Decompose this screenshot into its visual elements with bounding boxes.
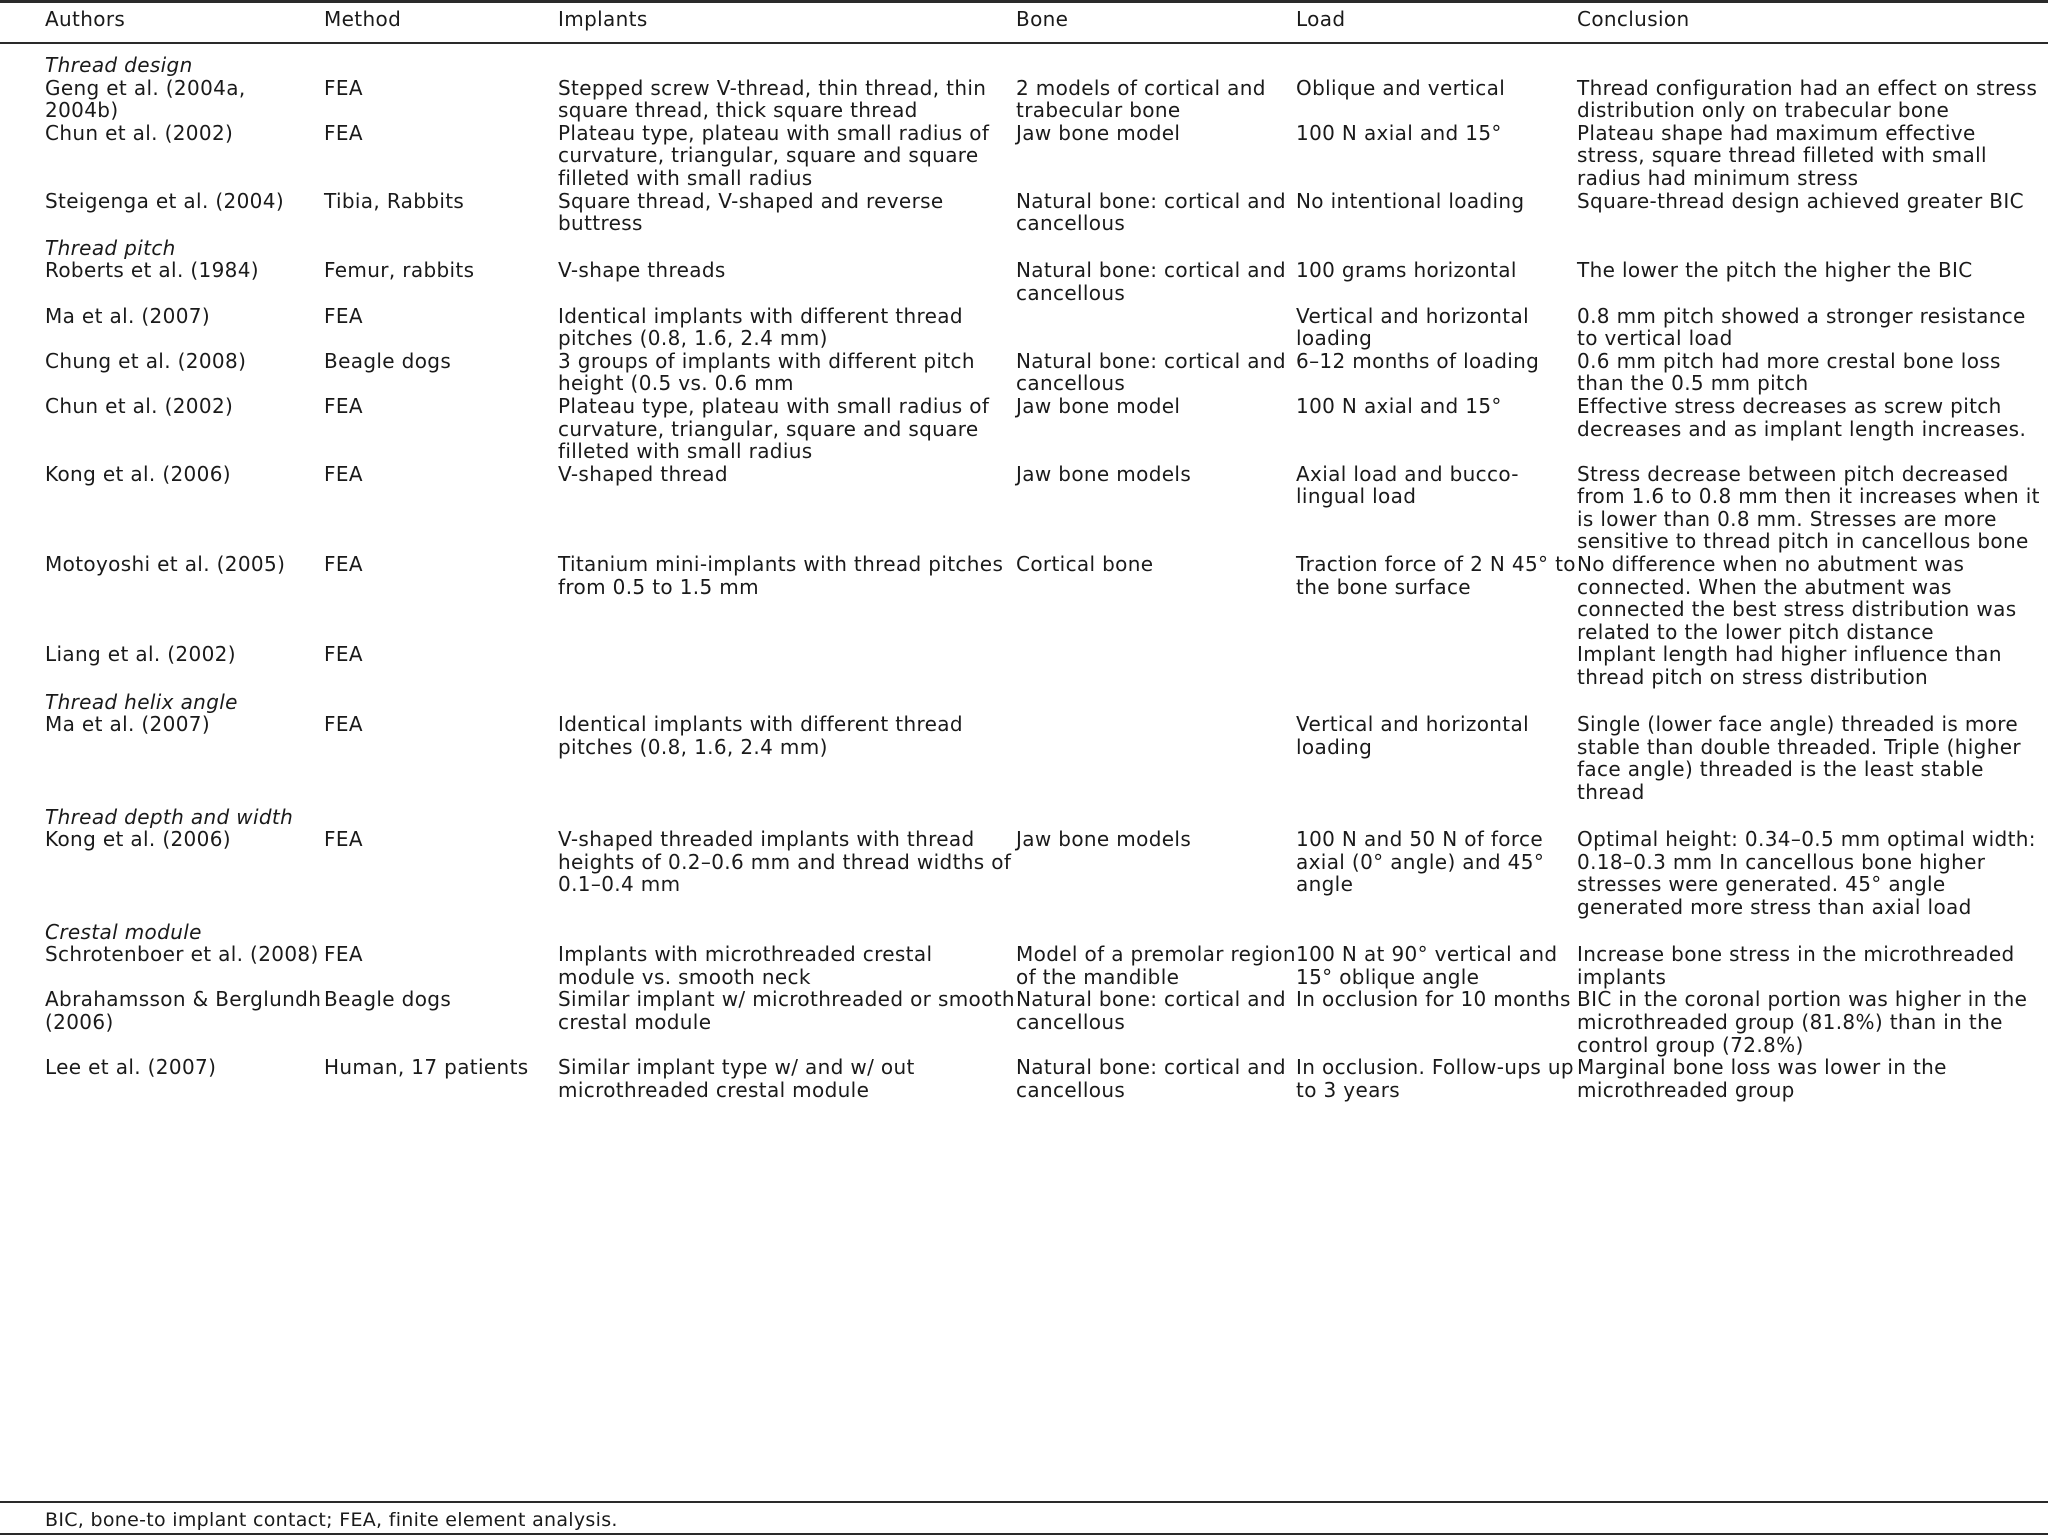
cell-method: FEA bbox=[324, 642, 363, 667]
cell-authors: Chun et al. (2002) bbox=[45, 393, 234, 418]
cell-implants: Square thread, V-shaped and reverse buttress bbox=[558, 188, 944, 236]
cell-authors: Motoyoshi et al. (2005) bbox=[45, 552, 286, 577]
section-title: Thread depth and width bbox=[45, 804, 294, 829]
header-method: Method bbox=[324, 0, 558, 43]
cell-authors: Ma et al. (2007) bbox=[45, 303, 211, 328]
table-body bbox=[0, 43, 2048, 1101]
header-load: Load bbox=[1296, 0, 1577, 43]
cell-load: No intentional loading bbox=[1296, 188, 1525, 213]
cell-bone: Jaw bone models bbox=[1016, 461, 1192, 486]
table-row bbox=[0, 77, 2048, 122]
table-row bbox=[0, 1056, 2048, 1101]
header-conclusion: Conclusion bbox=[1577, 0, 2048, 43]
cell-conclusion: 0.6 mm pitch had more crestal bone loss than the 0.5 mm pitch bbox=[1577, 348, 2001, 396]
cell-authors: Geng et al. (2004a, 2004b) bbox=[45, 75, 246, 123]
cell-method: Tibia, Rabbits bbox=[324, 188, 465, 213]
cell-load: 100 N axial and 15° bbox=[1296, 120, 1502, 145]
table-row bbox=[0, 943, 2048, 988]
cell-load: In occlusion for 10 months bbox=[1296, 987, 1571, 1012]
cell-method: FEA bbox=[324, 942, 363, 967]
cell-authors: Schrotenboer et al. (2008) bbox=[45, 942, 319, 967]
cell-method: FEA bbox=[324, 120, 363, 145]
cell-conclusion: 0.8 mm pitch showed a stronger resistance to vertical load bbox=[1577, 303, 2026, 351]
cell-bone: 2 models of cortical and trabecular bone bbox=[1016, 75, 1266, 123]
cell-method: FEA bbox=[324, 552, 363, 577]
table-row bbox=[0, 305, 2048, 350]
table-row bbox=[0, 988, 2048, 1056]
cell-conclusion: Effective stress decreases as screw pitch decreases and as implant length increases. bbox=[1577, 393, 2027, 441]
table-row bbox=[0, 828, 2048, 918]
footnote: BIC, bone-to implant contact; FEA, finite element analysis. bbox=[45, 1509, 618, 1531]
cell-load: Oblique and vertical bbox=[1296, 75, 1506, 100]
table-row bbox=[0, 553, 2048, 643]
cell-implants: V-shaped threaded implants with thread heights of 0.2–0.6 mm and thread widths of 0.1–0.4 mm bbox=[558, 827, 1012, 897]
cell-implants: Identical implants with different thread pitches (0.8, 1.6, 2.4 mm) bbox=[558, 712, 963, 759]
cell-conclusion: Increase bone stress in the microthreaded implants bbox=[1577, 942, 2015, 989]
cell-implants bbox=[558, 643, 1016, 688]
cell-method: FEA bbox=[324, 461, 363, 486]
cell-load: 100 N at 90° vertical and 15° oblique angle bbox=[1296, 942, 1558, 989]
bottom-rule bbox=[0, 1501, 2048, 1503]
table-row bbox=[0, 259, 2048, 304]
header-authors: Authors bbox=[0, 0, 324, 43]
cell-method: FEA bbox=[324, 827, 363, 852]
cell-implants: Implants with microthreaded crestal module vs. smooth neck bbox=[558, 942, 933, 989]
cell-conclusion: Stress decrease between pitch decreased from 1.6 to 0.8 mm then it increases when it is lower than 0.8 mm. Stresses are more sensitive to thread pitch in cancellous bone bbox=[1577, 461, 2040, 554]
cell-conclusion: Thread configuration had an effect on stress distribution only on trabecular bone bbox=[1577, 75, 2038, 123]
cell-implants: Plateau type, plateau with small radius of curvature, triangular, square and square filleted with small radius bbox=[558, 120, 990, 190]
cell-load: 100 grams horizontal bbox=[1296, 258, 1517, 283]
cell-implants: Identical implants with different thread pitches (0.8, 1.6, 2.4 mm) bbox=[558, 303, 963, 351]
cell-implants: Titanium mini-implants with thread pitches from 0.5 to 1.5 mm bbox=[558, 552, 1004, 599]
cell-implants: 3 groups of implants with different pitch height (0.5 vs. 0.6 mm bbox=[558, 348, 975, 396]
cell-method: FEA bbox=[324, 75, 363, 100]
cell-bone: Model of a premolar region of the mandible bbox=[1016, 942, 1296, 989]
table-row bbox=[0, 350, 2048, 395]
table-row bbox=[0, 713, 2048, 803]
cell-authors: Ma et al. (2007) bbox=[45, 712, 211, 737]
section-row bbox=[0, 919, 2048, 944]
cell-load: Axial load and bucco-lingual load bbox=[1296, 461, 1519, 509]
table-row bbox=[0, 643, 2048, 688]
cell-bone bbox=[1016, 713, 1296, 803]
cell-implants: Similar implant w/ microthreaded or smooth crestal module bbox=[558, 987, 1015, 1034]
cell-bone bbox=[1016, 643, 1296, 688]
section-title: Crestal module bbox=[45, 919, 202, 944]
cell-bone: Natural bone: cortical and cancellous bbox=[1016, 1055, 1286, 1102]
cell-authors: Liang et al. (2002) bbox=[45, 642, 236, 667]
cell-conclusion: Square-thread design achieved greater BIC bbox=[1577, 188, 2024, 213]
cell-implants: Plateau type, plateau with small radius of curvature, triangular, square and square filleted with small radius bbox=[558, 393, 990, 464]
cell-method: Human, 17 patients bbox=[324, 1055, 529, 1080]
cell-authors: Kong et al. (2006) bbox=[45, 827, 231, 852]
table-row bbox=[0, 190, 2048, 235]
cell-authors: Roberts et al. (1984) bbox=[45, 258, 259, 283]
cell-method: Beagle dogs bbox=[324, 987, 452, 1012]
section-row bbox=[0, 689, 2048, 714]
table-row bbox=[0, 122, 2048, 190]
cell-load bbox=[1296, 643, 1577, 688]
header-row bbox=[0, 0, 2048, 43]
cell-bone: Natural bone: cortical and cancellous bbox=[1016, 348, 1286, 396]
cell-implants: V-shaped thread bbox=[558, 461, 728, 486]
cell-load: Vertical and horizontal loading bbox=[1296, 303, 1530, 351]
cell-authors: Chung et al. (2008) bbox=[45, 348, 247, 373]
cell-load: Vertical and horizontal loading bbox=[1296, 712, 1530, 759]
cell-authors: Kong et al. (2006) bbox=[45, 461, 231, 486]
cell-method: Beagle dogs bbox=[324, 348, 452, 373]
cell-bone: Jaw bone model bbox=[1016, 393, 1181, 418]
cell-conclusion: BIC in the coronal portion was higher in the microthreaded group (81.8%) than in the control group (72.8%) bbox=[1577, 987, 2028, 1057]
cell-bone: Natural bone: cortical and cancellous bbox=[1016, 258, 1286, 305]
cell-conclusion: Single (lower face angle) threaded is more stable than double threaded. Triple (higher face angle) threaded is the least stable thread bbox=[1577, 712, 2021, 804]
section-row bbox=[0, 43, 2048, 77]
cell-bone: Jaw bone model bbox=[1016, 120, 1181, 145]
cell-load: 100 N and 50 N of force axial (0° angle) and 45° angle bbox=[1296, 827, 1545, 897]
cell-bone: Cortical bone bbox=[1016, 552, 1154, 577]
cell-conclusion: Implant length had higher influence than thread pitch on stress distribution bbox=[1577, 642, 2002, 690]
cell-load: In occlusion. Follow-ups up to 3 years bbox=[1296, 1055, 1574, 1102]
cell-load: 100 N axial and 15° bbox=[1296, 393, 1502, 418]
cell-bone: Jaw bone models bbox=[1016, 827, 1192, 852]
cell-conclusion: Optimal height: 0.34–0.5 mm optimal width: 0.18–0.3 mm In cancellous bone higher stresses were generated. 45° angle generated more stress than axial load bbox=[1577, 827, 2036, 919]
cell-conclusion: Marginal bone loss was lower in the microthreaded group bbox=[1577, 1055, 1947, 1102]
cell-conclusion: Plateau shape had maximum effective stress, square thread filleted with small radius had minimum stress bbox=[1577, 120, 1987, 190]
cell-load: 6–12 months of loading bbox=[1296, 348, 1540, 373]
cell-conclusion: No difference when no abutment was connected. When the abutment was connected the best stress distribution was related to the lower pitch distance bbox=[1577, 552, 2017, 644]
cell-authors: Chun et al. (2002) bbox=[45, 120, 234, 145]
section-title: Thread design bbox=[45, 53, 193, 77]
cell-implants: Stepped screw V-thread, thin thread, thin square thread, thick square thread bbox=[558, 75, 987, 123]
cell-conclusion: The lower the pitch the higher the BIC bbox=[1577, 258, 1973, 283]
cell-authors: Lee et al. (2007) bbox=[45, 1055, 217, 1080]
section-row bbox=[0, 235, 2048, 260]
section-title: Thread pitch bbox=[45, 235, 176, 260]
cell-bone bbox=[1016, 305, 1296, 350]
section-row bbox=[0, 804, 2048, 829]
cell-method: Femur, rabbits bbox=[324, 258, 475, 283]
header-implants: Implants bbox=[558, 0, 1016, 43]
footnote-rule bbox=[0, 1533, 2048, 1535]
header-bone: Bone bbox=[1016, 0, 1296, 43]
cell-method: FEA bbox=[324, 303, 363, 328]
cell-bone: Natural bone: cortical and cancellous bbox=[1016, 987, 1286, 1034]
cell-implants: V-shape threads bbox=[558, 258, 726, 283]
cell-bone: Natural bone: cortical and cancellous bbox=[1016, 188, 1286, 236]
cell-authors: Steigenga et al. (2004) bbox=[45, 188, 284, 213]
cell-method: FEA bbox=[324, 393, 363, 418]
cell-method: FEA bbox=[324, 712, 363, 737]
section-title: Thread helix angle bbox=[45, 689, 238, 714]
cell-load: Traction force of 2 N 45° to the bone surface bbox=[1296, 552, 1576, 599]
table-row bbox=[0, 463, 2048, 553]
table-row bbox=[0, 395, 2048, 463]
cell-implants: Similar implant type w/ and w/ out microthreaded crestal module bbox=[558, 1055, 915, 1102]
cell-authors: Abrahamsson & Berglundh (2006) bbox=[45, 987, 322, 1034]
